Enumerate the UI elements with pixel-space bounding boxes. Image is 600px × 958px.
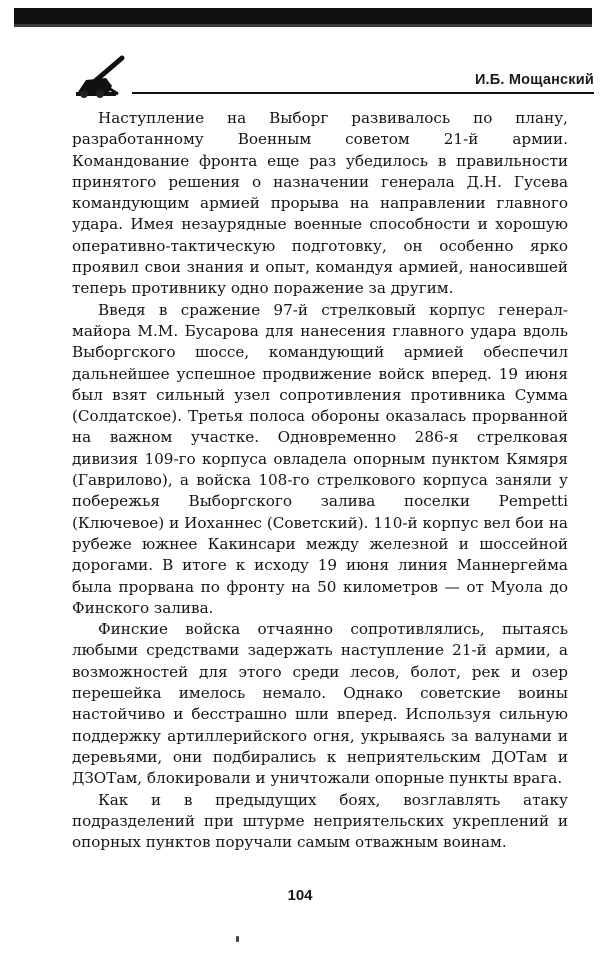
top-black-bar (14, 8, 592, 24)
page-number: 104 (287, 887, 313, 904)
page-header (72, 50, 594, 100)
artillery-gun-icon (72, 54, 132, 100)
header-rule (132, 92, 594, 94)
paragraph: Наступление на Выборг развивалось по плану, разработанному Военным советом 21-й армии. Командование фронта еще раз убедилось в правильности принятого решения о назначении генерала Д.Н. Гусева командующим армией прорыва на направлении главного удара. Имея незаурядные военные способности и хорошую оперативно-тактическую подготовку, он особенно ярко проявил свои знания и опыт, командуя армией, наносившей теперь противнику одно поражение за другим. (72, 109, 568, 298)
top-bar-shadow (14, 24, 592, 27)
paragraph: Как и в предыдущих боях, возглавлять атаку подразделений при штурме неприятельских укреплений и опорных пунктов поручали самым отважным воинам. (72, 790, 568, 852)
main-text (72, 108, 568, 853)
running-head: И.Б. Мощанский (474, 72, 594, 88)
scan-artifact (236, 936, 239, 942)
paragraph: Финские войска отчаянно сопротивлялись, пытаясь любыми средствами задержать наступление 21-й армии, а возможностей для этого среди лесов, болот, рек и озер перешейка имелось немало. Однако советские воины настойчиво и бесстрашно шли вперед. Используя сильную поддержку артиллерийского огня, укрываясь за валунами и деревьями, они подбирались к неприятельским ДОТам и ДЗОТам, блокировали и уничтожали опорные пункты врага. (72, 620, 568, 788)
paragraph: Введя в сражение 97-й стрелковый корпус генерал-майора М.М. Бусарова для нанесения главного удара вдоль Выборгского шоссе, командующий армией обеспечил дальнейшее успешное продвижение войск вперед. 19 июня был взят сильный узел сопротивления противника Сумма (Солдатское). Третья полоса обороны оказалась прорванной на важном участке. Одновременно 286-я стрелковая дивизия 109-го корпуса овладела опорным пунктом Кямяря (Гаврилово), а войска 108-го стрелкового корпуса заняли у побережья Выборгского залива поселки Рempetti (Ключевое) и Иоханнес (Советский). 110-й корпус вел бои на рубеже южнее Какинсари между железной и шоссейной дорогами. В итоге к исходу 19 июня линия Маннергейма была прорвана по фронту на 50 километров — от Муола до Финского залива. (72, 300, 568, 617)
